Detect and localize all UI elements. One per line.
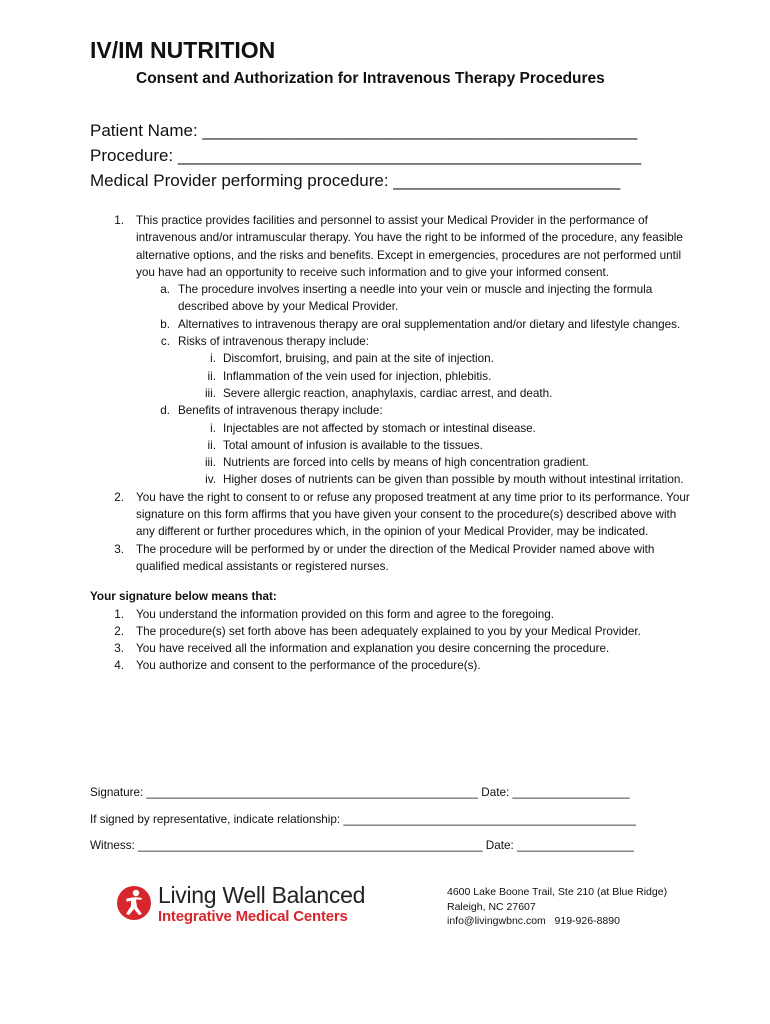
subitem-number: b. xyxy=(160,317,170,331)
document-title: IV/IM NUTRITION xyxy=(90,37,276,63)
signature-meaning-item xyxy=(90,657,690,674)
risk-number: ii. xyxy=(207,369,216,383)
logo-title: Living Well Balanced xyxy=(158,882,366,908)
procedure-field[interactable]: Procedure: _________________________________________________ xyxy=(90,146,642,165)
item-text: You have received all the information and explanation you desire concerning the procedure. xyxy=(136,642,610,656)
subitem-d xyxy=(134,402,690,488)
item-number: 2. xyxy=(114,624,124,638)
benefit-number: ii. xyxy=(207,438,216,452)
risks-list xyxy=(176,350,690,402)
item-number: 4. xyxy=(114,659,124,673)
risk-text: Discomfort, bruising, and pain at the site of injection. xyxy=(223,352,494,366)
benefit-text: Injectables are not affected by stomach or intestinal disease. xyxy=(223,421,536,435)
benefit-number: iv. xyxy=(205,473,216,487)
item-text: The procedure(s) set forth above has been adequately explained to you by your Medical Provider. xyxy=(136,624,641,638)
subitem-text: The procedure involves inserting a needle into your vein or muscle and injecting the formula described above by your Medical Provider. xyxy=(178,283,653,314)
item-text: You have the right to consent to or refuse any proposed treatment at any time prior to its performance. Your signature on this form affirms that you have given your consent to the procedure(s) described above with any different or further procedures which, in the opinion of your Medical Provider, may be indicated. xyxy=(136,490,690,539)
patient-fields xyxy=(90,118,710,193)
risk-text: Severe allergic reaction, anaphylaxis, cardiac arrest, and death. xyxy=(223,386,553,400)
risk-item xyxy=(176,350,690,367)
benefit-text: Total amount of infusion is available to the tissues. xyxy=(223,438,483,452)
address-line-2: Raleigh, NC 27607 xyxy=(447,900,536,913)
subitem-b xyxy=(134,316,690,333)
contact-block xyxy=(447,885,667,929)
signature-meaning-item xyxy=(90,640,690,657)
subitem-text: Alternatives to intravenous therapy are oral supplementation and/or dietary and lifestyle changes. xyxy=(178,317,681,331)
benefit-item xyxy=(176,454,690,471)
consent-subitems xyxy=(134,281,690,489)
benefit-item xyxy=(176,471,690,488)
benefits-list xyxy=(176,420,690,489)
benefit-item xyxy=(176,437,690,454)
risk-text: Inflammation of the vein used for injection, phlebitis. xyxy=(223,369,492,383)
representative-line[interactable]: If signed by representative, indicate relationship: _____________________________________________ xyxy=(90,813,636,826)
benefit-text: Higher doses of nutrients can be given than possible by mouth without intestinal irritation. xyxy=(223,473,684,487)
subitem-text: Benefits of intravenous therapy include: xyxy=(178,404,383,418)
subitem-text: Risks of intravenous therapy include: xyxy=(178,335,369,349)
item-number: 1. xyxy=(114,607,124,621)
document-subtitle: Consent and Authorization for Intravenous Therapy Procedures xyxy=(136,70,605,87)
subitem-number: c. xyxy=(160,335,170,349)
subitem-c xyxy=(134,333,690,402)
company-logo xyxy=(116,882,416,932)
signature-meaning-item xyxy=(90,623,690,640)
item-number: 3. xyxy=(114,642,124,656)
item-text: The procedure will be performed by or under the direction of the Medical Provider named above with qualified medical assistants or registered nurses. xyxy=(136,542,655,573)
item-text: This practice provides facilities and personnel to assist your Medical Provider in the performance of intravenous and/or intramuscular therapy. You have the right to be informed of the procedure, any feasible alternative options, and the risks and benefits. Except in emergencies, procedures are not performed until you have had an opportunity to receive such information and to give your informed consent. xyxy=(136,214,683,279)
signature-heading: Your signature below means that: xyxy=(90,590,277,604)
address-line-1: 4600 Lake Boone Trail, Ste 210 (at Blue Ridge) xyxy=(447,886,668,898)
benefit-text: Nutrients are forced into cells by means of high concentration gradient. xyxy=(223,456,589,470)
risk-number: i. xyxy=(210,352,216,366)
signature-line[interactable]: Signature: ___________________________________________________ Date: __________________ xyxy=(90,786,630,799)
consent-item-1 xyxy=(90,212,690,489)
consent-body xyxy=(90,212,690,675)
consent-item-2 xyxy=(90,489,690,541)
logo-subtitle: Integrative Medical Centers xyxy=(158,908,348,925)
patient-name-field[interactable]: Patient Name: ______________________________________________ xyxy=(90,121,638,140)
risk-item xyxy=(176,368,690,385)
benefit-item xyxy=(176,420,690,437)
subitem-number: d. xyxy=(160,404,170,418)
signature-meaning-list xyxy=(90,606,690,675)
item-number: 1. xyxy=(114,214,124,227)
consent-list xyxy=(90,212,690,575)
logo-figure-icon xyxy=(116,885,152,921)
witness-line[interactable]: Witness: _____________________________________________________ Date: __________________ xyxy=(90,839,634,852)
contact-line: info@livingwbnc.com 919-926-8890 xyxy=(447,915,620,927)
signature-meaning-item xyxy=(90,606,690,623)
benefit-number: iii. xyxy=(204,456,216,470)
risk-item xyxy=(176,385,690,402)
subitem-a xyxy=(134,281,690,316)
item-number: 2. xyxy=(114,490,124,504)
provider-field[interactable]: Medical Provider performing procedure: ________________________ xyxy=(90,171,621,190)
risk-number: iii. xyxy=(204,386,216,400)
item-text: You authorize and consent to the performance of the procedure(s). xyxy=(136,659,481,673)
item-number: 3. xyxy=(114,542,124,556)
consent-item-3 xyxy=(90,541,690,576)
subitem-number: a. xyxy=(160,283,170,297)
benefit-number: i. xyxy=(210,421,216,435)
item-text: You understand the information provided on this form and agree to the foregoing. xyxy=(136,607,554,621)
